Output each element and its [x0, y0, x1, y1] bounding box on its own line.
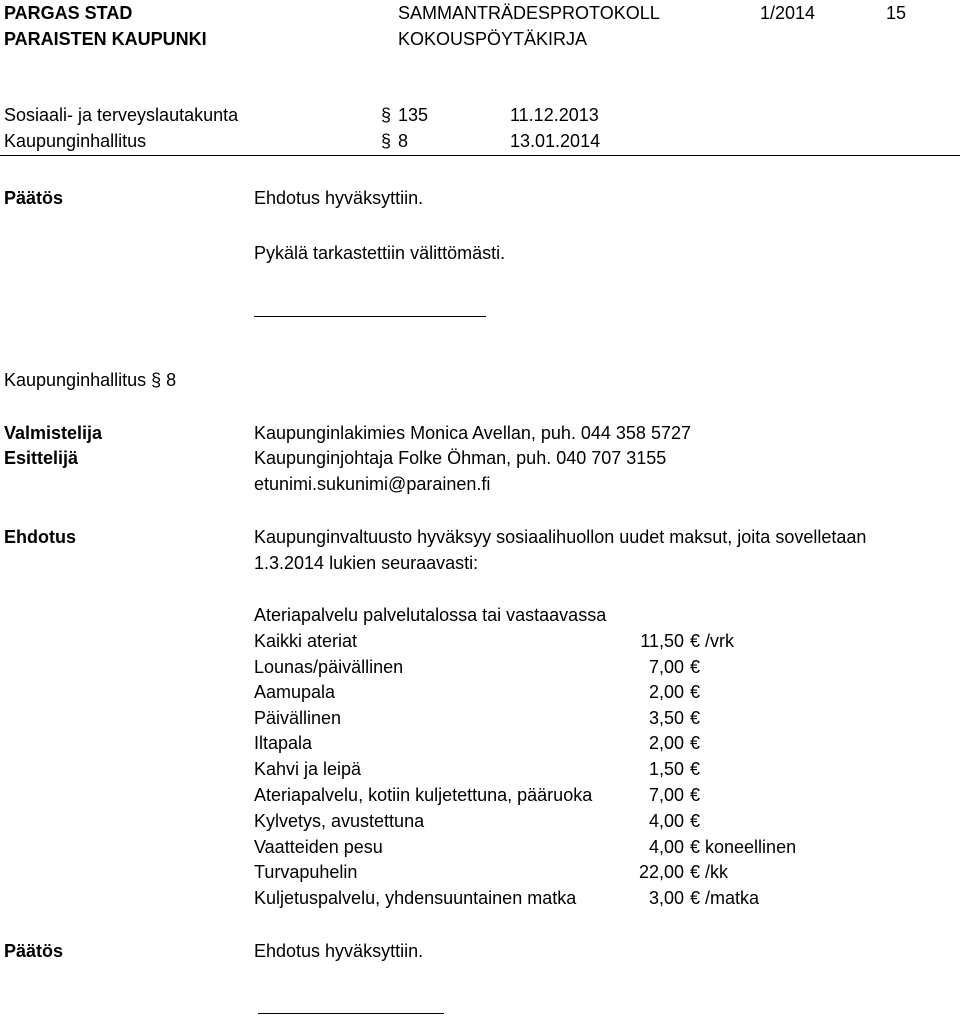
final-decision-label: Päätös [4, 941, 64, 961]
presenter-text: Kaupunginjohtaja Folke Öhman, puh. 040 707 3155 [254, 448, 667, 468]
fee-value: 7,00 [648, 785, 684, 805]
doc-type-fi: KOKOUSPÖYTÄKIRJA [398, 29, 588, 49]
final-decision-text: Ehdotus hyväksyttiin. [254, 941, 424, 961]
separator-line [254, 316, 486, 317]
verification-note: Pykälä tarkastettiin välittömästi. [254, 243, 506, 263]
protocol-number: 1/2014 [760, 3, 816, 23]
fee-name: Iltapala [254, 733, 313, 753]
fee-value: 1,50 [648, 759, 684, 779]
session-section-1: 135 [398, 105, 429, 125]
page-number: 15 [886, 3, 907, 23]
fee-name: Kahvi ja leipä [254, 759, 362, 779]
proposal-line-1: Kaupunginvaltuusto hyväksyy sosiaalihuollon uudet maksut, joita sovelletaan [254, 527, 867, 547]
fee-value: 11,50 [640, 631, 684, 651]
fee-unit: € [690, 759, 701, 779]
fee-unit: € /vrk [690, 631, 735, 651]
fee-unit: € [690, 785, 701, 805]
org-name-sv: PARGAS STAD [4, 3, 133, 23]
fee-value: 3,50 [648, 708, 684, 728]
fee-unit: € [690, 682, 701, 702]
decision-text: Ehdotus hyväksyttiin. [254, 188, 424, 208]
fee-name: Turvapuhelin [254, 862, 358, 882]
fee-unit: € [690, 811, 701, 831]
fee-unit: € [690, 708, 701, 728]
fee-name: Lounas/päivällinen [254, 657, 404, 677]
fee-value: 4,00 [648, 811, 684, 831]
proposal-line-2: 1.3.2014 lukien seuraavasti: [254, 553, 479, 573]
fee-name: Kaikki ateriat [254, 631, 358, 651]
preparer-label: Valmistelija [4, 423, 103, 443]
fee-value: 22,00 [638, 862, 684, 882]
preparer-text: Kaupunginlakimies Monica Avellan, puh. 044 358 5727 [254, 423, 691, 443]
board-section-sign: § [151, 370, 162, 390]
fee-unit: € /kk [690, 862, 729, 882]
fee-unit: € [690, 657, 701, 677]
fee-unit: € koneellinen [690, 837, 797, 857]
session-date-2: 13.01.2014 [510, 131, 601, 151]
section-sign-2: § [381, 131, 392, 151]
fee-name: Kylvetys, avustettuna [254, 811, 425, 831]
header-divider [0, 155, 960, 156]
session-date-1: 11.12.2013 [510, 105, 599, 125]
session-body-2: Kaupunginhallitus [4, 131, 147, 151]
session-body-1: Sosiaali- ja terveyslautakunta [4, 105, 239, 125]
fee-name: Päivällinen [254, 708, 342, 728]
presenter-label: Esittelijä [4, 448, 79, 468]
end-separator-line [258, 1013, 444, 1014]
doc-type-sv: SAMMANTRÄDESPROTOKOLL [398, 3, 660, 23]
fees-heading: Ateriapalvelu palvelutalossa tai vastaavassa [254, 605, 607, 625]
fee-value: 2,00 [648, 682, 684, 702]
fee-name: Ateriapalvelu, kotiin kuljetettuna, pääruoka [254, 785, 593, 805]
fee-value: 2,00 [648, 733, 684, 753]
org-name-fi: PARAISTEN KAUPUNKI [4, 29, 207, 49]
fee-value: 3,00 [648, 888, 684, 908]
fee-unit: € /matka [690, 888, 760, 908]
fee-unit: € [690, 733, 701, 753]
board-name: Kaupunginhallitus [4, 370, 147, 390]
decision-label: Päätös [4, 188, 64, 208]
fee-name: Aamupala [254, 682, 336, 702]
section-sign-1: § [381, 105, 392, 125]
board-heading [4, 370, 176, 391]
presenter-email: etunimi.sukunimi@parainen.fi [254, 474, 491, 494]
fee-name: Vaatteiden pesu [254, 837, 383, 857]
fee-value: 4,00 [648, 837, 684, 857]
board-section-number: 8 [166, 370, 177, 390]
proposal-label: Ehdotus [4, 527, 76, 547]
fee-value: 7,00 [648, 657, 684, 677]
session-section-2: 8 [398, 131, 409, 151]
fee-name: Kuljetuspalvelu, yhdensuuntainen matka [254, 888, 577, 908]
